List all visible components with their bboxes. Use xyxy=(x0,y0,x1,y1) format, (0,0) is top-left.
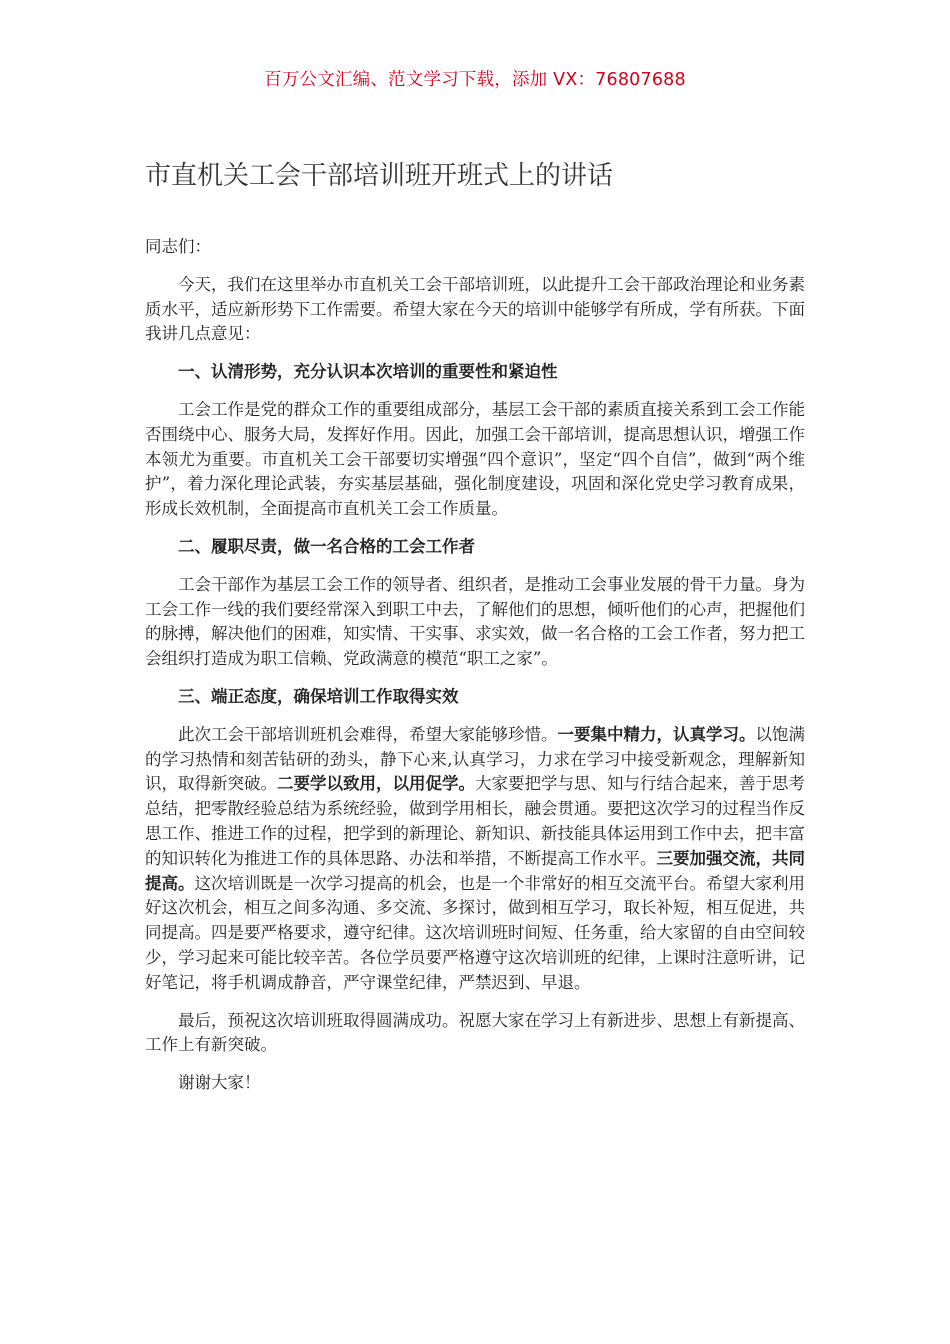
section-3-text-2: 以饱满的学习热情和刻苦钻研的劲头，静下心来,认真学习，力求在学习中接受新观念，理解新知识，取得新突破。 xyxy=(145,724,805,794)
point-1-emphasis: 一要集中精力，认真学习。 xyxy=(557,724,756,744)
section-3-body xyxy=(145,723,805,996)
download-banner: 百万公文汇编、范文学习下载，添加 VX：76807688 xyxy=(264,70,686,90)
section-3-text-4: 这次培训既是一次学习提高的机会，也是一个非常好的相互交流平台。希望大家利用好这次机会，相互之间多沟通、多交流、多探讨，做到相互学习，取长补短，相互促进，共同提高。四是要严格要求，遵守纪律。这次培训班时间短、任务重，给大家留的自由空间较少，学习起来可能比较辛苦。各位学员要严格遵守这次培训班的纪律，上课时注意听讲，记好笔记，将手机调成静音，严守课堂纪律，严禁迟到、早退。 xyxy=(145,873,805,992)
salutation: 同志们： xyxy=(145,237,211,256)
thanks-line: 谢谢大家！ xyxy=(178,1073,261,1093)
section-1-heading: 一、认清形势，充分认识本次培训的重要性和紧迫性 xyxy=(178,362,558,382)
document-body xyxy=(145,235,805,1109)
section-2-body: 工会干部作为基层工会工作的领导者、组织者，是推动工会事业发展的骨干力量。身为工会工作一线的我们要经常深入到职工中去，了解他们的思想，倾听他们的心声，把握他们的脉搏，解决他们的困难，知实情、干实事、求实效，做一名合格的工会工作者，努力把工会组织打造成为职工信赖、党政满意的模范“职工之家”。 xyxy=(145,574,805,669)
point-2-emphasis: 二要学以致用，以用促学。 xyxy=(277,774,475,794)
section-3-heading: 三、端正态度，确保培训工作取得实效 xyxy=(178,686,459,706)
document-title: 市直机关工会干部培训班开班式上的讲话 xyxy=(145,161,614,191)
intro-paragraph: 今天，我们在这里举办市直机关工会干部培训班，以此提升工会干部政治理论和业务素质水平，适应新形势下工作需要。希望大家在今天的培训中能够学有所成，学有所获。下面我讲几点意见： xyxy=(145,274,805,344)
closing-paragraph: 最后，预祝这次培训班取得圆满成功。祝愿大家在学习上有新进步、思想上有新提高、工作上有新突破。 xyxy=(145,1010,805,1055)
section-1-body: 工会工作是党的群众工作的重要组成部分，基层工会干部的素质直接关系到工会工作能否围绕中心、服务大局，发挥好作用。因此，加强工会干部培训，提高思想认识，增强工作本领尤为重要。市直机关工会干部要切实增强“四个意识”，坚定“四个自信”，做到“两个维护”，着力深化理论武装，夯实基层基础，强化制度建设，巩固和深化党史学习教育成果，形成长效机制，全面提高市直机关工会工作质量。 xyxy=(145,399,805,519)
section-2-heading: 二、履职尽责，做一名合格的工会工作者 xyxy=(178,536,475,556)
point-3-emphasis: 三要加强交流，共同提高。 xyxy=(145,848,805,893)
section-3-text-3: 大家要把学与思、知与行结合起来，善于思考总结，把零散经验总结为系统经验，做到学用相长，融会贯通。要把这次学习的过程当作反思工作、推进工作的过程，把学到的新理论、新知识、新技能具体运用到工作中去，把丰富的知识转化为推进工作的具体思路、办法和举措，不断提高工作水平。 xyxy=(145,774,805,868)
section-3-text-1: 此次工会干部培训班机会难得，希望大家能够珍惜。 xyxy=(178,724,558,744)
